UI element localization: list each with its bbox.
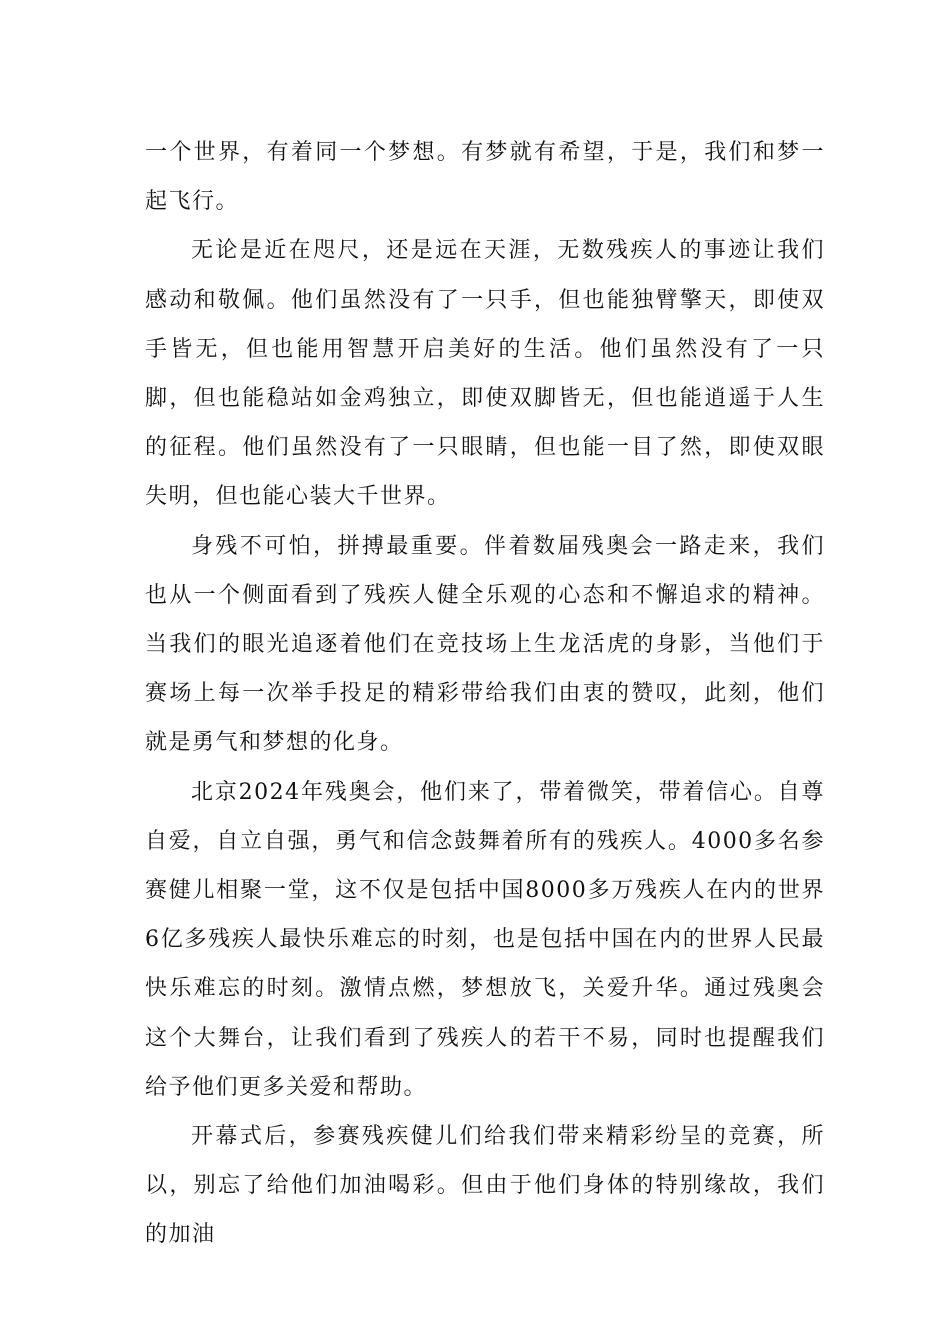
body-text	[145, 128, 825, 1260]
paragraph-3: 身残不可怕，拼搏最重要。伴着数届残奥会一路走来，我们也从一个侧面看到了残疾人健全乐观的心态和不懈追求的精神。当我们的眼光追逐着他们在竞技场上生龙活虎的身影，当他们于赛场上每一次举手投足的精彩带给我们由衷的赞叹，此刻，他们就是勇气和梦想的化身。	[145, 533, 825, 756]
paragraph-1: 一个世界，有着同一个梦想。有梦就有希望，于是，我们和梦一起飞行。	[145, 140, 825, 215]
paragraph-4: 北京2024年残奥会，他们来了，带着微笑，带着信心。自尊自爱，自立自强，勇气和信念鼓舞着所有的残疾人。4000多名参赛健儿相聚一堂，这不仅是包括中国8000多万残疾人在内的世界6亿多残疾人最快乐难忘的时刻，也是包括中国在内的世界人民最快乐难忘的时刻。激情点燃，梦想放飞，关爱升华。通过残奥会这个大舞台，让我们看到了残疾人的若干不易，同时也提醒我们给予他们更多关爱和帮助。	[145, 779, 825, 1100]
paragraph-2: 无论是近在咫尺，还是远在天涯，无数残疾人的事迹让我们感动和敬佩。他们虽然没有了一只手，但也能独臂擎天，即使双手皆无，但也能用智慧开启美好的生活。他们虽然没有了一只脚，但也能稳站如金鸡独立，即使双脚皆无，但也能逍遥于人生的征程。他们虽然没有了一只眼睛，但也能一目了然，即使双眼失明，但也能心装大千世界。	[145, 238, 825, 510]
paragraph-5: 开幕式后，参赛残疾健儿们给我们带来精彩纷呈的竞赛，所以，别忘了给他们加油喝彩。但由于他们身体的特别缘故，我们的加油	[145, 1124, 825, 1248]
